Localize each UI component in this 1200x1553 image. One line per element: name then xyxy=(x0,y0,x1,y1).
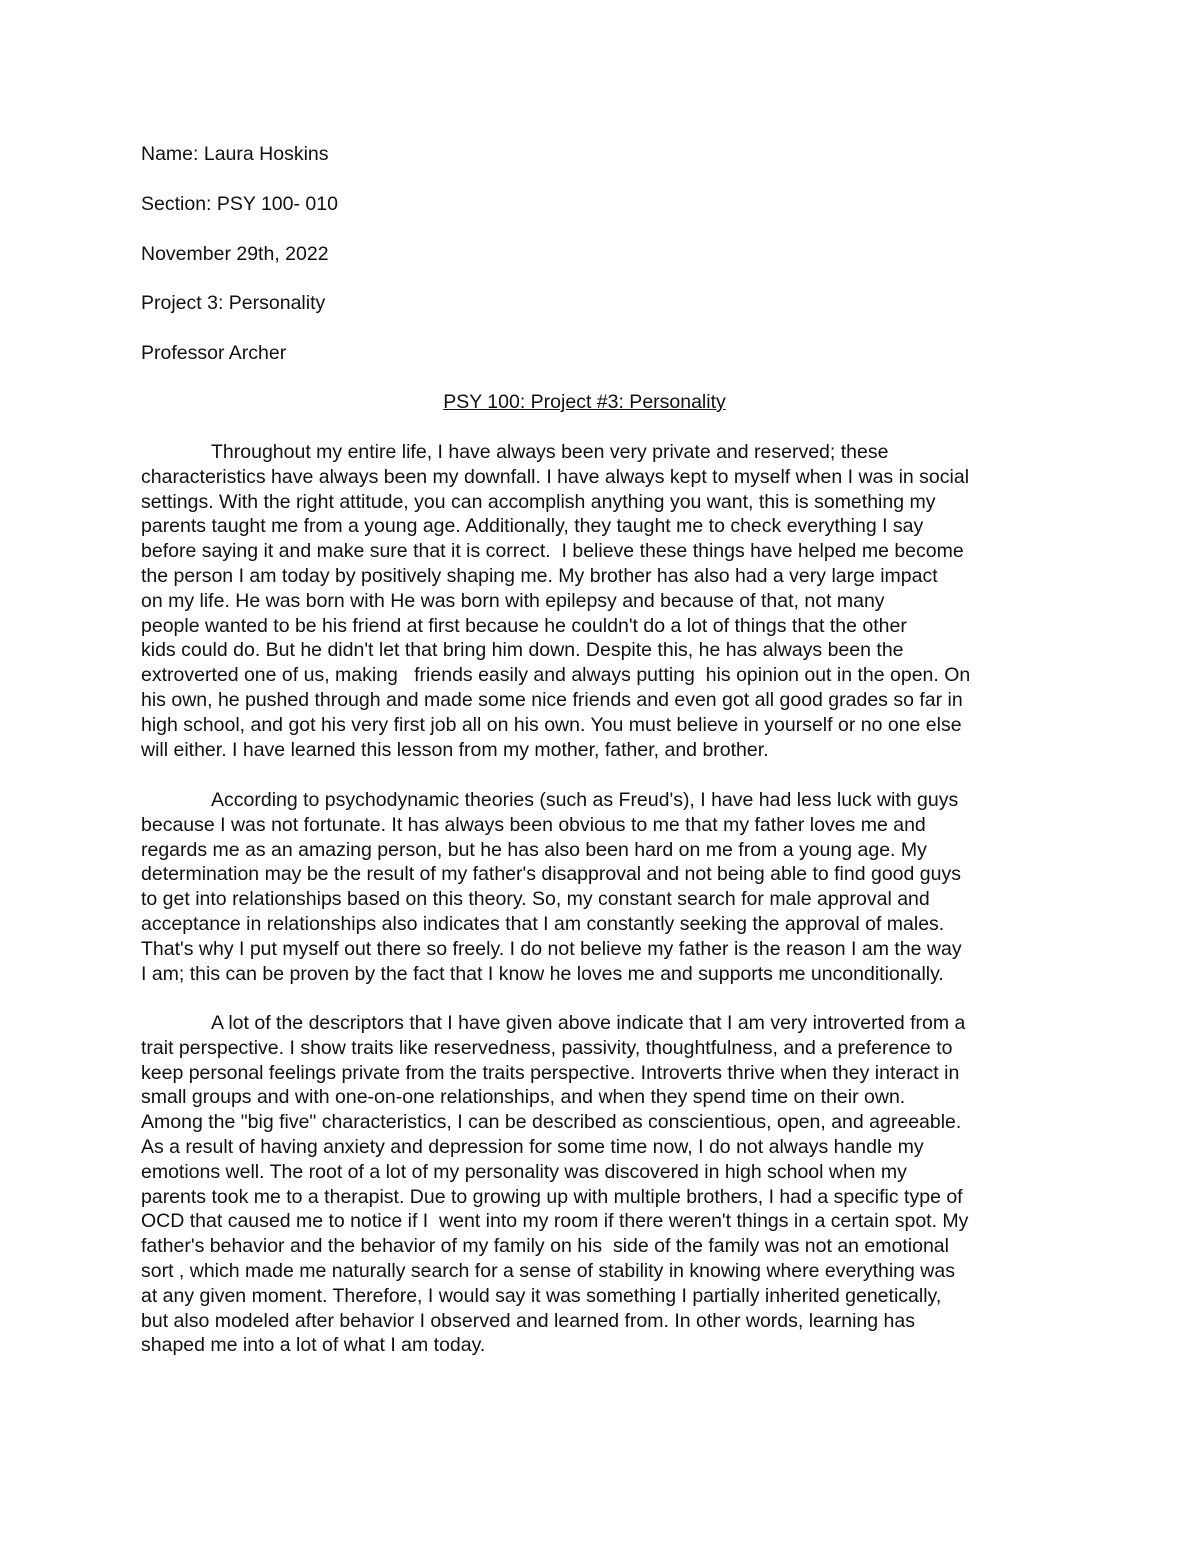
paragraph-line: father's behavior and the behavior of my family on his side of the family was not an emotional xyxy=(141,1235,949,1258)
paragraph-3 xyxy=(141,1011,1081,1358)
paragraph-line: characteristics have always been my downfall. I have always kept to myself when I was in social xyxy=(141,465,970,488)
paragraph-line: parents took me to a therapist. Due to growing up with multiple brothers, I had a specific type of xyxy=(141,1185,963,1208)
paragraph-line: on my life. He was born with He was born with epilepsy and because of that, not many xyxy=(141,589,885,612)
paragraph-line: regards me as an amazing person, but he has also been hard on me from a young age. My xyxy=(141,838,927,861)
paragraph-line: parents taught me from a young age. Additionally, they taught me to check everything I say xyxy=(141,515,924,538)
paragraph-line: OCD that caused me to notice if I went into my room if there weren't things in a certain spot. My xyxy=(141,1210,969,1233)
paragraph-1 xyxy=(141,440,1081,762)
document-title: PSY 100: Project #3: Personality xyxy=(443,391,726,413)
project-label: Project 3: Personality xyxy=(141,292,326,314)
paragraph-line: As a result of having anxiety and depression for some time now, I do not always handle my xyxy=(141,1135,924,1158)
paragraph-line: but also modeled after behavior I observed and learned from. In other words, learning has xyxy=(141,1309,915,1332)
paragraph-line: small groups and with one-on-one relationships, and when they spend time on their own. xyxy=(141,1086,906,1109)
paragraph-line: keep personal feelings private from the traits perspective. Introverts thrive when they interact in xyxy=(141,1061,960,1084)
submission-date: November 29th, 2022 xyxy=(141,243,329,265)
paragraph-line: According to psychodynamic theories (such as Freud's), I have had less luck with guys xyxy=(211,789,959,811)
professor-name: Professor Archer xyxy=(141,342,287,364)
paragraph-line: That's why I put myself out there so freely. I do not believe my father is the reason I am the way xyxy=(141,937,962,960)
paragraph-line: shaped me into a lot of what I am today. xyxy=(141,1334,486,1357)
paragraph-line: the person I am today by positively shaping me. My brother has also had a very large impact xyxy=(141,564,938,587)
paragraph-line: kids could do. But he didn't let that bring him down. Despite this, he has always been the xyxy=(141,639,904,662)
paragraph-line: I am; this can be proven by the fact that I know he loves me and supports me unconditionally. xyxy=(141,962,944,985)
student-name: Name: Laura Hoskins xyxy=(141,143,329,165)
paragraph-line: A lot of the descriptors that I have given above indicate that I am very introverted from a xyxy=(211,1012,966,1034)
paragraph-line: at any given moment. Therefore, I would say it was something I partially inherited genetically, xyxy=(141,1284,942,1307)
course-section: Section: PSY 100- 010 xyxy=(141,193,338,215)
paragraph-line: acceptance in relationships also indicates that I am constantly seeking the approval of males. xyxy=(141,912,945,935)
paragraph-line: high school, and got his very first job all on his own. You must believe in yourself or no one else xyxy=(141,713,962,736)
paragraph-line: will either. I have learned this lesson from my mother, father, and brother. xyxy=(141,738,769,761)
paragraph-line: Among the "big five" characteristics, I can be described as conscientious, open, and agreeable. xyxy=(141,1111,962,1134)
paragraph-line: extroverted one of us, making friends easily and always putting his opinion out in the open. On xyxy=(141,664,971,687)
paragraph-line: determination may be the result of my father's disapproval and not being able to find good guys xyxy=(141,863,961,886)
paragraph-line: because I was not fortunate. It has always been obvious to me that my father loves me and xyxy=(141,813,926,836)
paragraph-line: his own, he pushed through and made some nice friends and even got all good grades so far in xyxy=(141,688,963,711)
paragraph-line: before saying it and make sure that it is correct. I believe these things have helped me become xyxy=(141,540,964,563)
paragraph-line: emotions well. The root of a lot of my personality was discovered in high school when my xyxy=(141,1160,907,1183)
paragraph-line: trait perspective. I show traits like reservedness, passivity, thoughtfulness, and a preference to xyxy=(141,1036,953,1059)
paragraph-line: to get into relationships based on this theory. So, my constant search for male approval and xyxy=(141,888,930,911)
paragraph-line: people wanted to be his friend at first because he couldn't do a lot of things that the other xyxy=(141,614,907,637)
paragraph-line: Throughout my entire life, I have always been very private and reserved; these xyxy=(211,441,889,463)
paragraph-2 xyxy=(141,788,1081,986)
paragraph-line: settings. With the right attitude, you can accomplish anything you want, this is something my xyxy=(141,490,936,513)
paragraph-line: sort , which made me naturally search for a sense of stability in knowing where everything was xyxy=(141,1259,955,1282)
